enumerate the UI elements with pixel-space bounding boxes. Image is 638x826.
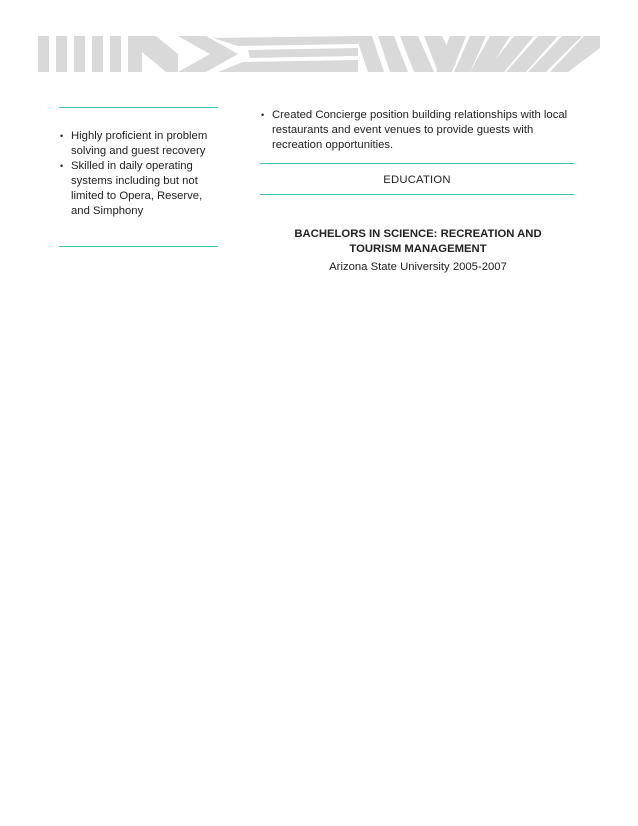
education-top-divider xyxy=(260,163,574,164)
skill-item: • Highly proficient in problem solving and guest recovery xyxy=(59,129,219,159)
skill-item: • Skilled in daily operating systems including but not limited to Opera, Reserve, and Simphony xyxy=(59,159,219,219)
decorative-header-banner xyxy=(38,34,600,74)
left-bottom-divider xyxy=(59,246,218,247)
experience-item: • Created Concierge position building relationships with local restaurants and event venues to provide guests with recreation opportunities. xyxy=(260,108,570,153)
left-top-divider xyxy=(59,107,218,108)
education-heading: EDUCATION xyxy=(383,174,451,186)
skills-list xyxy=(59,129,219,219)
school-line: Arizona State University 2005-2007 xyxy=(329,261,507,273)
experience-bullets xyxy=(260,108,570,153)
education-bottom-divider xyxy=(260,194,574,195)
degree-title: BACHELORS IN SCIENCE: RECREATION AND TOURISM MANAGEMENT xyxy=(294,228,542,255)
